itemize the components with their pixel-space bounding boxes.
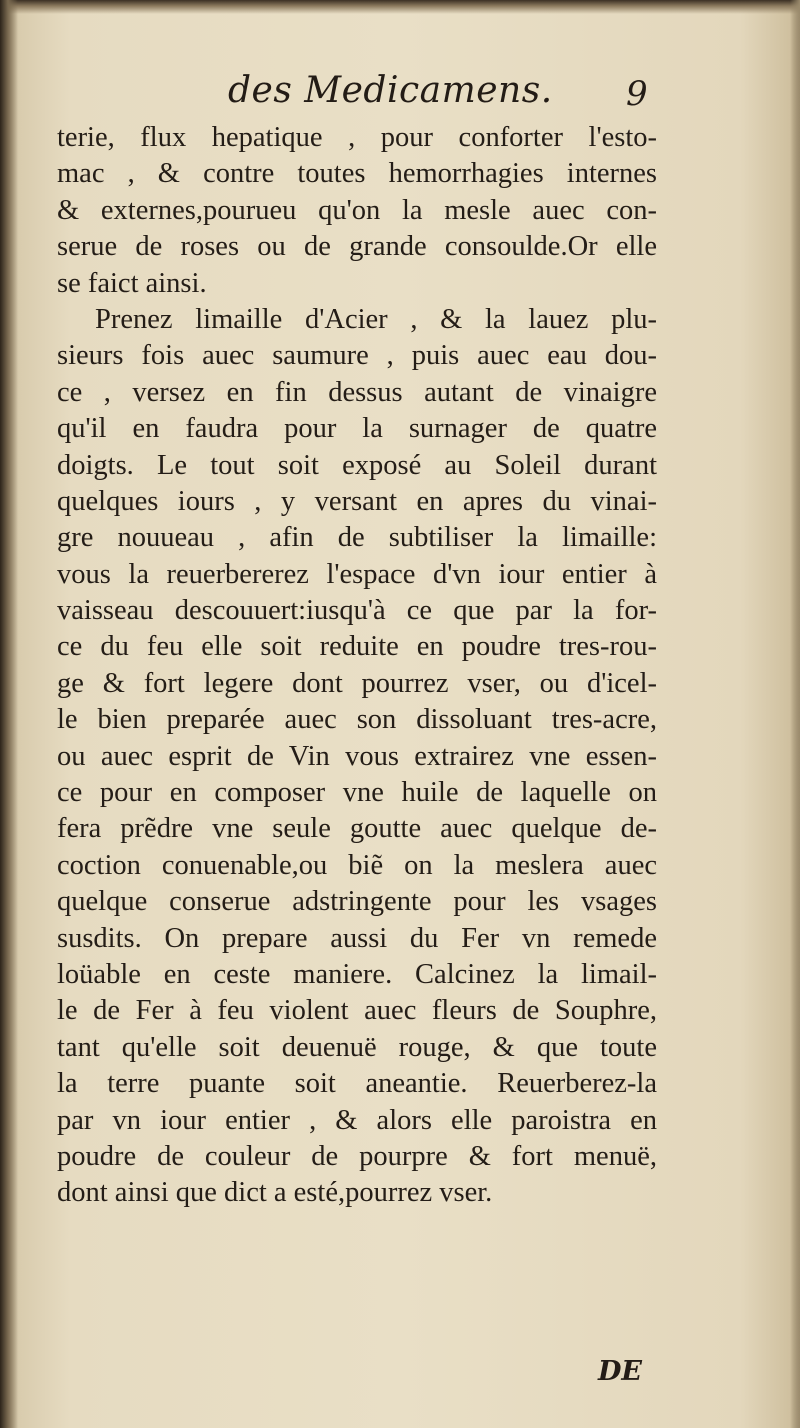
text-line: ge & fort legere dont pourrez vser, ou d'icel- <box>57 667 657 699</box>
text-line: le bien preparée auec son dissoluant tres-acre, <box>57 704 657 736</box>
text-line: ce pour en composer vne huile de laquelle on <box>57 777 657 809</box>
text-line: vaisseau descouuert:iusqu'à ce que par la for- <box>57 595 657 627</box>
text-line: se faict ainsi. <box>57 267 207 299</box>
running-title: des Medicamens. <box>228 70 553 111</box>
text-line: & externes,pourueu qu'on la mesle auec con- <box>57 194 657 226</box>
text-line: gre nouueau , afin de subtiliser la limaille: <box>57 522 657 554</box>
catchword: DE <box>598 1356 642 1387</box>
text-line: vous la reuerbererez l'espace d'vn iour entier à <box>57 558 657 590</box>
text-line: mac , & contre toutes hemorrhagies internes <box>57 158 657 190</box>
page-number: 9 <box>626 74 648 114</box>
text-line: quelques iours , y versant en apres du vinai- <box>57 485 657 517</box>
text-line: la terre puante soit aneantie. Reuerberez-la <box>57 1068 657 1100</box>
page-header <box>60 70 660 126</box>
text-line: quelque conserue adstringente pour les vsages <box>57 886 657 918</box>
text-line: loüable en ceste maniere. Calcinez la limail- <box>57 958 657 990</box>
text-line: poudre de couleur de pourpre & fort menuë, <box>57 1140 657 1172</box>
text-line: ce , versez en fin dessus autant de vinaigre <box>57 376 657 408</box>
text-line: sieurs fois auec saumure , puis auec eau dou- <box>57 340 657 372</box>
text-line: susdits. On prepare aussi du Fer vn remede <box>57 922 657 954</box>
text-line: qu'il en faudra pour la surnager de quatre <box>57 413 657 445</box>
text-line: dont ainsi que dict a esté,pourrez vser. <box>57 1177 493 1209</box>
page-right-edge <box>790 0 800 1428</box>
text-line: serue de roses ou de grande consoulde.Or elle <box>57 231 657 263</box>
text-line: par vn iour entier , & alors elle paroistra en <box>57 1104 657 1136</box>
text-line: coction conuenable,ou biẽ on la meslera auec <box>57 849 657 881</box>
text-line: le de Fer à feu violent auec fleurs de Souphre, <box>57 995 657 1027</box>
body-text <box>57 120 657 1212</box>
text-line: Prenez limaille d'Acier , & la lauez plu- <box>95 303 657 335</box>
binding-gutter <box>0 0 18 1428</box>
page-top-shadow <box>0 0 800 14</box>
text-line: doigts. Le tout soit exposé au Soleil durant <box>57 449 657 481</box>
text-line: fera prẽdre vne seule goutte auec quelque de- <box>57 813 657 845</box>
text-line: ce du feu elle soit reduite en poudre tres-rou- <box>57 631 657 663</box>
text-line: tant qu'elle soit deuenuë rouge, & que toute <box>57 1031 657 1063</box>
text-line: terie, flux hepatique , pour conforter l'esto- <box>57 122 657 153</box>
text-line: ou auec esprit de Vin vous extrairez vne essen- <box>57 740 657 772</box>
